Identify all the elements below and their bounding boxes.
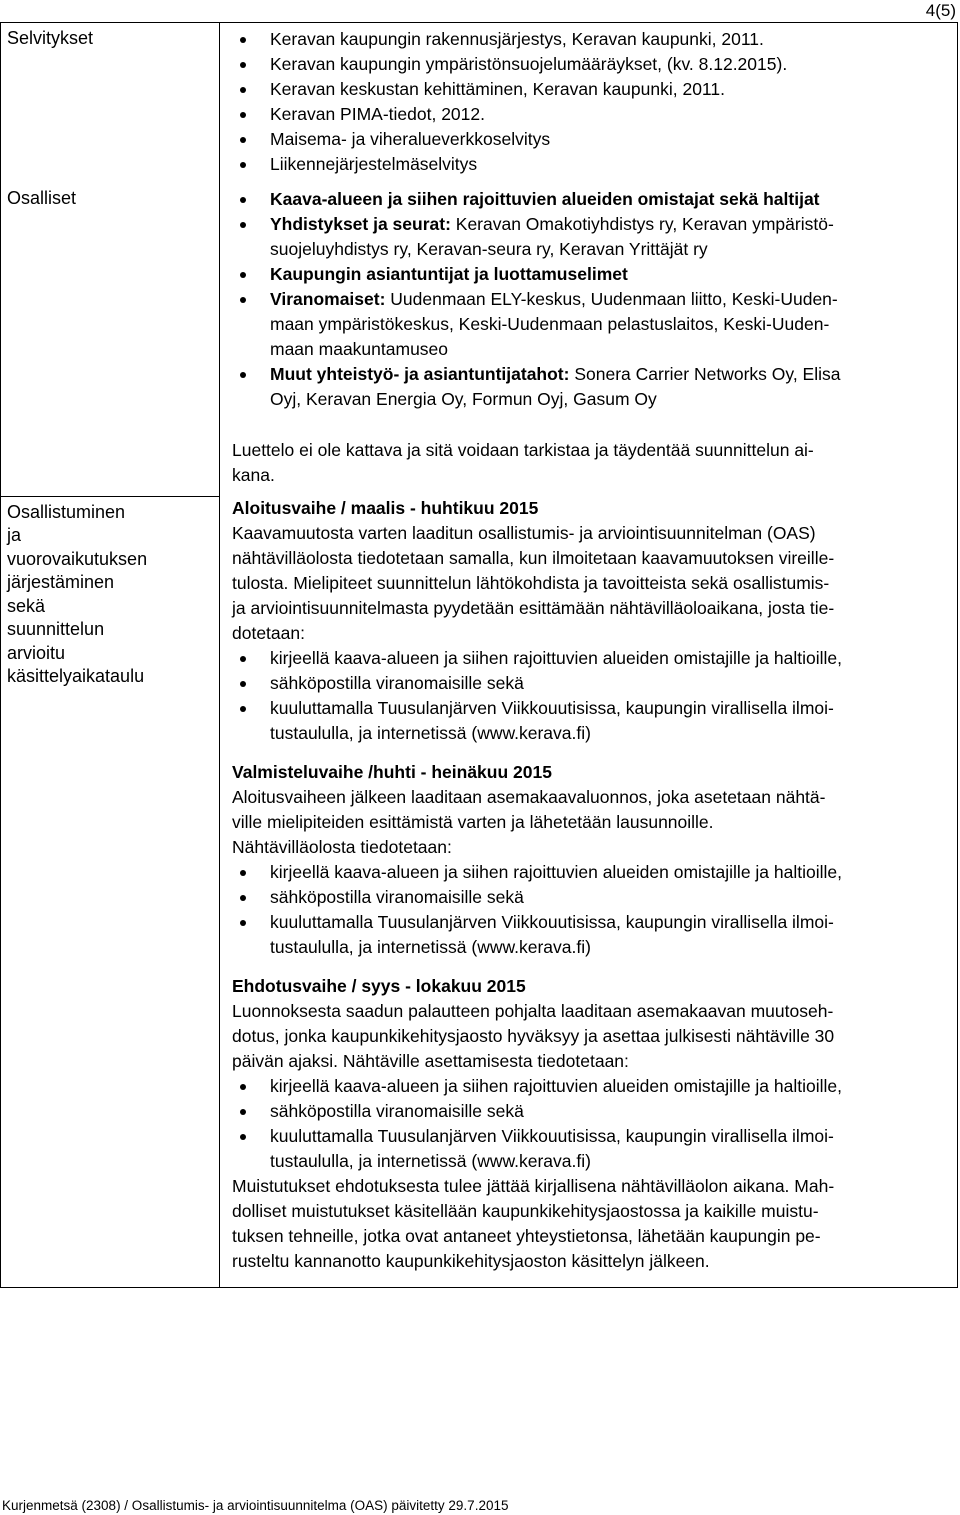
list-item: kuuluttamalla Tuusulanjärven Viikkouutisissa, kaupungin virallisella ilmoi- tustaululla, ja internetissä (www.kerava.fi) (270, 910, 943, 960)
row-selvitykset (1, 23, 958, 184)
note-line: Luettelo ei ole kattava ja sitä voidaan tarkistaa ja täydentää suunnittelun ai- (232, 440, 814, 460)
label-text: Osalliset (7, 188, 77, 208)
row-luettelo (1, 434, 958, 496)
label-text: Selvitykset (7, 28, 94, 48)
list-item: Keravan kaupungin ympäristönsuojelumääräykset, (kv. 8.12.2015). (270, 52, 943, 77)
list-item: Muut yhteistyö- ja asiantuntijatahot: Sonera Carrier Networks Oy, Elisa Oyj, Keravan Energia Oy, Formun Oyj, Gasum Oy (270, 362, 943, 412)
row-label-osalliset (1, 183, 220, 434)
list-item: kirjeellä kaava-alueen ja siihen rajoittuvien alueiden omistajille ja haltioille, (270, 860, 943, 885)
list-item: Kaupungin asiantuntijat ja luottamuselimet (270, 262, 943, 287)
list-item: sähköpostilla viranomaisille sekä (270, 671, 943, 696)
section-valmisteluvaihe: Valmisteluvaihe /huhti - heinäkuu 2015 Aloitusvaiheen jälkeen laaditaan asemakaavaluonnos, joka asetetaan nähtä- ville mielipiteiden esittämistä varten ja lähetetään lausunnoille. Nähtävilläolosta tiedotetaan: kirjeellä kaava-alueen ja siihen rajoittuvien alueiden omistajille ja haltioille, sähköpostilla viranomaisille sekä kuuluttamalla Tuusulanjärven Viikkouutisissa, kaupungin virallisella ilmoi- tustaululla, ja internetissä (www.kerava.fi) (232, 760, 943, 960)
section-heading: Ehdotusvaihe / syys - lokakuu 2015 (232, 976, 526, 996)
section-aloitusvaihe: Aloitusvaihe / maalis - huhtikuu 2015 Kaavamuutosta varten laaditun osallistumis- ja arviointisuunnitelman (OAS) nähtävilläolosta tiedotetaan samalla, kun ilmoitetaan kaavamuutoksen vireille- tulosta. Mielipiteet suunnittelun lähtökohdista ja tavoitteista sekä osallistumis- ja arviointisuunnitelmasta pyydetään esittämään nähtävilläoloaikana, josta tie- dotetaan: kirjeellä kaava-alueen ja siihen rajoittuvien alueiden omistajille ja haltioille, sähköpostilla viranomaisille sekä kuuluttamalla Tuusulanjärven Viikkouutisissa, kaupungin virallisella ilmoi- tustaululla, ja internetissä (www.kerava.fi) (232, 496, 943, 746)
list-item: kirjeellä kaava-alueen ja siihen rajoittuvien alueiden omistajille ja haltioille, (270, 1074, 943, 1099)
note-line: kana. (232, 465, 275, 485)
list-item: Kaava-alueen ja siihen rajoittuvien alueiden omistajat sekä haltijat (270, 187, 943, 212)
selvitykset-list (232, 27, 943, 177)
luettelo-note (220, 434, 958, 496)
list-item: kuuluttamalla Tuusulanjärven Viikkouutisissa, kaupungin virallisella ilmoi- tustaululla, ja internetissä (www.kerava.fi) (270, 1124, 943, 1174)
list-item: Yhdistykset ja seurat: Keravan Omakotiyhdistys ry, Keravan ympäristö- suojeluyhdistys ry, Keravan-seura ry, Keravan Yrittäjät ry (270, 212, 943, 262)
list-item: Keravan keskustan kehittäminen, Keravan kaupunki, 2011. (270, 77, 943, 102)
list-item: kirjeellä kaava-alueen ja siihen rajoittuvien alueiden omistajille ja haltioille, (270, 646, 943, 671)
list-item: sähköpostilla viranomaisille sekä (270, 885, 943, 910)
ehdotus-list (232, 1074, 943, 1174)
valmistelu-list (232, 860, 943, 960)
list-item: Maisema- ja viheralueverkkoselvitys (270, 127, 943, 152)
list-item: sähköpostilla viranomaisille sekä (270, 1099, 943, 1124)
row-content-osallistuminen (220, 496, 958, 1288)
document-table (0, 22, 958, 1288)
osalliset-list (232, 187, 943, 412)
list-item: kuuluttamalla Tuusulanjärven Viikkouutisissa, kaupungin virallisella ilmoi- tustaululla, ja internetissä (www.kerava.fi) (270, 696, 943, 746)
row-label-empty (1, 434, 220, 496)
row-label-osallistuminen: Osallistuminen ja vuorovaikutuksen järjestäminen sekä suunnittelun arvioitu käsittelyaikataulu (1, 496, 220, 1288)
row-label-selvitykset (1, 23, 220, 184)
page-footer: Kurjenmetsä (2308) / Osallistumis- ja arviointisuunnitelma (OAS) päivitetty 29.7.2015 (2, 1498, 509, 1513)
list-item: Liikennejärjestelmäselvitys (270, 152, 943, 177)
list-item: Keravan PIMA-tiedot, 2012. (270, 102, 943, 127)
row-osalliset (1, 183, 958, 434)
page-number: 4(5) (925, 1, 956, 20)
aloitus-list (232, 646, 943, 746)
section-heading: Valmisteluvaihe /huhti - heinäkuu 2015 (232, 762, 552, 782)
row-content-osalliset (220, 183, 958, 434)
section-heading: Aloitusvaihe / maalis - huhtikuu 2015 (232, 498, 539, 518)
list-item: Keravan kaupungin rakennusjärjestys, Keravan kaupunki, 2011. (270, 27, 943, 52)
row-content-selvitykset (220, 23, 958, 184)
list-item: Viranomaiset: Uudenmaan ELY-keskus, Uudenmaan liitto, Keski-Uuden- maan ympäristökeskus, Keski-Uudenmaan pelastuslaitos, Keski-Uuden- maan maakuntamuseo (270, 287, 943, 362)
row-osallistuminen (1, 496, 958, 1288)
section-ehdotusvaihe: Ehdotusvaihe / syys - lokakuu 2015 Luonnoksesta saadun palautteen pohjalta laaditaan asemakaavan muutoseh- dotus, jonka kaupunkikehitysjaosto hyväksyy ja asettaa julkisesti nähtäville 30 päivän ajaksi. Nähtäville asettamisesta tiedotetaan: kirjeellä kaava-alueen ja siihen rajoittuvien alueiden omistajille ja haltioille, sähköpostilla viranomaisille sekä kuuluttamalla Tuusulanjärven Viikkouutisissa, kaupungin virallisella ilmoi- tustaululla, ja internetissä (www.kerava.fi) Muistutukset ehdotuksesta tulee jättää kirjallisena nähtävilläolon aikana. Mah- dolliset muistutukset käsitellään kaupunkikehitysjaostossa ja kaikille muistu- tuksen tehneille, jotka ovat antaneet yhteystietonsa, lähetään kaupungin pe- rusteltu kannanotto kaupunkikehitysjaoston käsittelyn jälkeen. (232, 974, 943, 1274)
